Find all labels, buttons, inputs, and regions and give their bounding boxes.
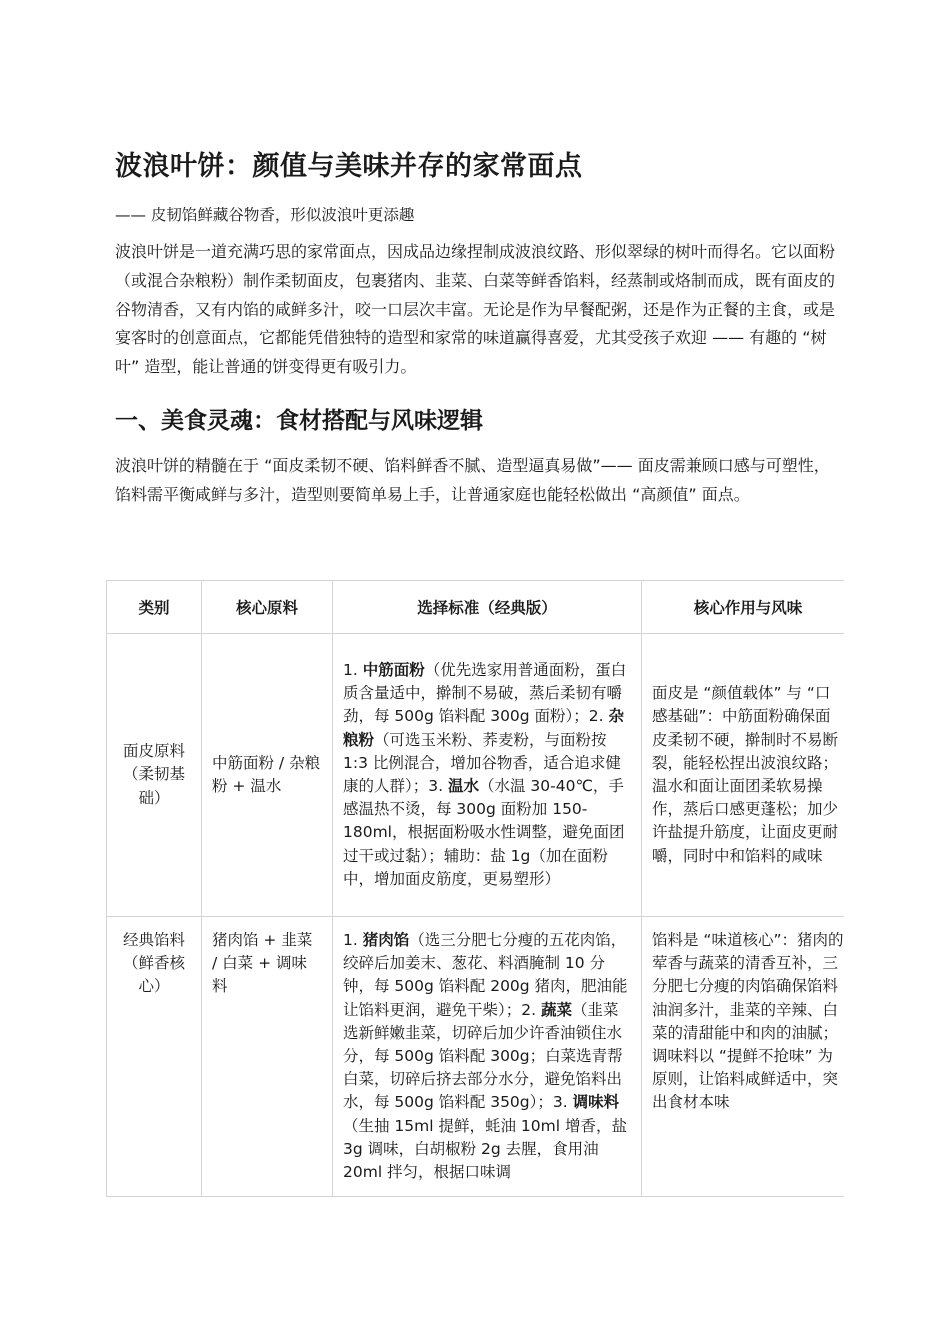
cell-category: 面皮原料（柔韧基础） [107,634,202,917]
cell-criteria [333,634,642,917]
criteria-text: （生抽 15ml 提鲜，蚝油 10ml 增香，盐 3g 调味，白胡椒粉 2g 去腥，食用油 20ml 拌匀，根据口味调 [343,1116,627,1182]
criteria-keyword: 调味料 [572,1093,620,1112]
criteria-keyword: 杂粮粉 [343,707,625,749]
criteria-keyword: 蔬菜 [540,1000,572,1019]
header-criteria: 选择标准（经典版） [333,581,642,634]
criteria-text: （可选玉米粉、荞麦粉，与面粉按 1:3 比例混合，增加谷物香，适合追求健康的人群）；3. [343,730,621,795]
cell-ingredients: 猪肉馅 + 韭菜 / 白菜 + 调味料 [202,917,333,1197]
criteria-text: （水温 30-40℃，手感温热不烫，每 300g 面粉加 150-180ml，根据面粉吸水性调整，避免面团过干或过黏）；辅助：盐 1g（加在面粉中，增加面皮筋度，更易塑形） [343,777,625,888]
table-header-row [107,581,845,634]
header-category: 类别 [107,581,202,634]
criteria-text: （韭菜选新鲜嫩韭菜，切碎后加少许香油锁住水分，每 500g 馅料配 300g；白菜选青帮白菜，切碎后挤去部分水分，避免馅料出水，每 500g 馅料配 350g）；3. [343,1000,623,1112]
table-row [107,917,845,1197]
cell-role: 馅料是 “味道核心”：猪肉的荤香与蔬菜的清香互补，三分肥七分瘦的肉馅确保馅料油润多汁，韭菜的辛辣、白菜的清甜能中和肉的油腻；调味料以 “提鲜不抢味” 为原则，让馅料咸鲜适中，突出食材本味 [642,917,845,1197]
cell-role: 面皮是 “颜值载体” 与 “口感基础”：中筋面粉确保面皮柔韧不硬，擀制时不易断裂，能轻松捏出波浪纹路；温水和面让面团柔软易操作，蒸后口感更蓬松；加少许盐提升筋度，让面皮更耐嚼，同时中和馅料的咸味 [642,634,845,917]
header-role: 核心作用与风味 [642,581,845,634]
criteria-keyword: 猪肉馅 [362,931,410,949]
section-heading: 一、美食灵魂：食材搭配与风味逻辑 [115,408,483,434]
intro-paragraph: 波浪叶饼是一道充满巧思的家常面点，因成品边缘捏制成波浪纹路、形似翠绿的树叶而得名。它以面粉（或混合杂粮粉）制作柔韧面皮，包裹猪肉、韭菜、白菜等鲜香馅料，经蒸制或烙制而成，既有面皮的谷物清香，又有内馅的咸鲜多汁，咬一口层次丰富。无论是作为早餐配粥，还是作为正餐的主食，或是宴客时的创意面点，它都能凭借独特的造型和家常的味道赢得喜爱，尤其受孩子欢迎 —— 有趣的 “树叶” 造型，能让普通的饼变得更有吸引力。 [115,242,836,377]
page-subtitle: —— 皮韧馅鲜藏谷物香，形似波浪叶更添趣 [115,206,415,224]
ingredients-table-container [106,580,844,1210]
header-ingredients: 核心原料 [202,581,333,634]
ingredients-table [106,580,844,1197]
criteria-text: （选三分肥七分瘦的五花肉馅，绞碎后加姜末、葱花、料酒腌制 10 分钟，每 500g 馅料配 200g 猪肉，肥油能让馅料更润，避免干柴）；2. [343,931,628,1019]
cell-ingredients: 中筋面粉 / 杂粮粉 + 温水 [202,634,333,917]
criteria-keyword: 中筋面粉 [362,660,425,679]
table-row [107,634,845,917]
page-title: 波浪叶饼：颜值与美味并存的家常面点 [115,151,583,182]
criteria-text: 1. [343,931,363,949]
cell-criteria [333,917,642,1197]
section-paragraph: 波浪叶饼的精髓在于 “面皮柔韧不硬、馅料鲜香不腻、造型逼真易做”—— 面皮需兼顾口感与可塑性，馅料需平衡咸鲜与多汁，造型则要简单易上手，让普通家庭也能轻松做出 “高颜值” 面点。 [115,456,830,504]
criteria-keyword: 温水 [447,777,479,795]
cell-category: 经典馅料（鲜香核心） [107,917,202,1197]
criteria-text: 1. [343,660,363,679]
criteria-text: （优先选家用普通面粉，蛋白质含量适中，擀制不易破，蒸后柔韧有嚼劲，每 500g 馅料配 300g 面粉）；2. [343,660,627,726]
